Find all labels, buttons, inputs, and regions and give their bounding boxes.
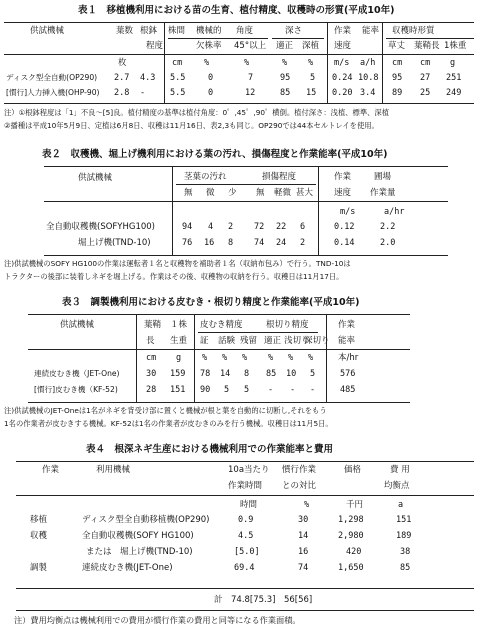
table-cell: 420 [346,547,362,557]
table-cell: 0.12 [334,222,355,232]
table1-divider [164,23,165,103]
table4-row-machine: 全自動収穫機(SOFY HG100) [82,531,194,541]
table-cell: 189 [396,531,412,541]
table2-note: トラクターの後部に装着しネギを堀上げる。作業はその後、収穫物の収納を行う。収穫日は11月17日。 [4,272,344,281]
table1-row-machine: [慣行]人力挿入機(OHP-90) [6,88,100,97]
table-cell: 95 [392,73,403,83]
table3-top-rule [28,314,410,315]
table1-header-height: 草丈 [388,41,406,51]
table3-note: 1名の作業者が皮むきする機械。KF-52は1名の作業者が皮むきのみを行う機械。収穫日は11月5日。 [4,419,333,428]
table-cell: 0.20 [332,88,353,98]
table2-header-machine: 供試機械 [78,173,113,183]
table4-unit-ratio: % [304,500,310,510]
table1-unit: % [282,58,288,68]
table1-unit: % [204,58,210,68]
table-cell: 2.8 [114,88,130,98]
table3-header-p2: 話験 [218,336,236,346]
table-cell: 85 [266,369,277,379]
table3-header-c1: 適正 [264,336,282,346]
table-cell: 14 [220,369,231,379]
table3-header-c3: 深切り [304,336,330,346]
table3-unit: % [202,353,208,363]
table4-row-machine: または 堀上げ機(TND-10) [86,547,193,557]
table1-note: ②播種は平成10年5月9日、定植は6月8日、収穫は11月16日、表2,3も同じ。OP290では44本セルトレイを使用。 [4,121,379,130]
table4-header-rule [16,495,474,496]
table4-header-cost2: 均衡点 [384,481,410,491]
table-cell: 0 [208,73,214,83]
table3-unit: % [288,353,294,363]
table-cell: 4 [208,222,214,232]
table-cell: 1,650 [338,563,364,573]
table1-header-work: 作業 [334,26,352,36]
table1-header-leaves: 葉数 [116,26,134,36]
table-cell: 27 [420,73,431,83]
table-cell: 16 [204,238,215,248]
table-cell: 2 [228,222,234,232]
table1-divider [382,23,383,103]
table4-row-task: 収穫 [30,531,48,541]
table1-header-sheath: 葉鞘長 [414,41,440,51]
table-cell: 251 [446,73,462,83]
table1-header-depth: 深さ [285,26,303,36]
table-cell: 151 [396,515,412,525]
table1-sub-rule [168,38,268,39]
table3-header-p1: 証 [200,336,209,346]
table4-header-price: 価格 [344,465,362,475]
table-cell: 15 [306,88,317,98]
table1-bottom-rule [4,103,474,104]
table-cell: 249 [446,88,462,98]
table3-unit: % [308,353,314,363]
table4-header-time1: 10a当たり [228,465,270,475]
table4-header-cost1: 費 用 [390,465,410,475]
table-cell: 0.24 [332,73,353,83]
table3-unit: cm [146,353,157,363]
table1-header-eff: 能率 [362,26,380,36]
table-cell: 90 [200,385,211,395]
table-cell: 72 [254,222,265,232]
table-cell: 89 [392,88,403,98]
table-cell: 5 [224,385,230,395]
table-cell: 576 [340,369,356,379]
table-cell: [5.0] [234,547,260,557]
table-cell: 3.4 [360,88,376,98]
table-cell: 5.5 [170,73,186,83]
table-cell: - [268,385,274,395]
table1-header-harvest: 収穫時形質 [392,26,435,36]
table-cell: 10 [286,369,297,379]
table-cell: - [140,88,146,98]
table2-bottom-rule [44,255,448,256]
table3-row-machine: [慣行]皮むき機（KF-52) [34,385,118,394]
table4-header-ratio2: との対比 [282,481,317,491]
table-cell: - [310,385,316,395]
table1-header-proper: 適正 [276,41,294,51]
table1-header-root2: 程度 [146,41,164,51]
table1-header-missing: 欠株率 [196,41,222,51]
table1-unit: cm [172,58,183,68]
table3-unit: 本/hr [338,353,359,363]
table1-unit: % [244,58,250,68]
table4-row-task: 移植 [30,515,48,525]
table1-header-rule [4,54,474,55]
table-cell: 6 [300,222,306,232]
table2-sub-rule [176,184,316,185]
table-cell: 30 [298,515,309,525]
table2-divider [172,167,173,255]
table2-header-damage: 損傷程度 [262,172,297,182]
table-cell: 25 [420,88,431,98]
table4-total: 計 74.8[75.3] 56[56] [214,595,313,605]
table2-header-few: 少 [228,188,237,198]
table-cell: 5 [310,369,316,379]
table3-unit: % [268,353,274,363]
table1-unit: a/h [360,58,376,68]
table-cell: 76 [182,238,193,248]
table-cell: 2,980 [338,531,364,541]
table2-row-machine: 全自動収穫機(SOFYHG100) [46,222,156,232]
table1-unit: cm [392,58,403,68]
table1-divider [327,23,328,103]
table1-header-angle45: 45°以上 [234,41,267,51]
table2-header-dheavy: 甚大 [296,188,314,198]
table4-header-task: 作業 [42,465,60,475]
table3-sub-rule [198,332,318,333]
table3-header-work: 作業 [338,320,356,330]
table-cell: 24 [276,238,287,248]
table3-header-cut: 根切り精度 [266,320,309,330]
table1-header-weight: 1株重 [444,41,467,51]
table4-row-machine: ディスク型全自動移植機(OP290) [82,515,210,525]
table-cell: 8 [228,238,234,248]
table-cell: 74 [298,563,309,573]
table4-row-machine: 連続皮むき機(JET-One) [82,563,173,573]
table2-header-speed: 速度 [334,188,352,198]
table2-header-dirt: 茎葉の汚れ [184,172,227,182]
table3-header-p3: 残留 [240,336,258,346]
table2-header-dnone: 無 [256,188,265,198]
table2-header-work: 作業 [334,172,352,182]
table-cell: 78 [200,369,211,379]
table2-header-field: 圃場 [374,172,392,182]
table-cell: 0 [208,88,214,98]
table4-note: 注）費用均衡点は機械利用での費用が慣行作業の費用と同等になる作業面積。 [14,615,301,625]
table3-divider [194,315,195,402]
table1-unit: g [450,58,456,68]
table2-divider [318,167,319,255]
table3-row-machine: 連続皮むき機（JET-One) [34,369,120,378]
table3-header-rule [28,349,410,350]
table4-unit-price: 千円 [346,500,364,510]
table3-header-machine: 供試機械 [60,320,95,330]
table4-unit-time: 時間 [240,500,258,510]
table2-unit-speed: m/s [340,207,356,217]
table-cell: 1,298 [338,515,364,525]
table-cell: 74 [254,238,265,248]
table-cell: 0.9 [238,515,254,525]
table-cell: 4.3 [140,73,156,83]
table1-unit: % [308,58,314,68]
table-cell: 30 [146,369,157,379]
table1-note: 注）①根鉢程度は「1」不良～[5]良。植付精度の基準は植付角度：0゜,45゜,90゜横倒。植付深さ：浅植、標準、深植 [4,108,390,117]
table3-header-peel: 皮むき精度 [200,320,243,330]
table4-header-machine: 利用機械 [96,465,131,475]
table-cell: 2 [300,238,306,248]
table3-note: 注)供試機械のJET-Oneは1名がネギを背受け部に置くと機械が根と葉を自動的に切断し,それをもう [4,406,327,415]
table-cell: - [290,385,296,395]
table2-unit-work: a/hr [384,207,405,217]
table-cell: 85 [400,563,411,573]
table2-header-rule [44,201,448,202]
table4-header-ratio1: 慣行作業 [282,465,317,475]
table1-header-root1: 根鉢 [140,26,158,36]
table-cell: 5.5 [170,88,186,98]
table-cell: 8 [244,369,250,379]
table-cell: 2.7 [114,73,130,83]
table4-top-rule [16,461,474,462]
table-cell: 7 [248,73,254,83]
table-cell: 151 [170,385,186,395]
table2-header-slight: 微 [206,188,215,198]
table-cell: 28 [146,385,157,395]
table-cell: 2.0 [380,238,396,248]
table4-total-rule [16,588,474,589]
table1-depth-rule [272,38,324,39]
table2-title: 表２ 収穫機、堀上げ機利用における葉の汚れ、損傷程度と作業能率(平成10年) [42,149,388,160]
table1-title: 表１ 移植機利用における苗の生育、植付精度、収穫時の形質(平成10年) [78,5,395,16]
table1-top-rule [4,22,474,23]
table3-header-plant: １株 [170,320,188,330]
table2-top-rule [44,166,448,167]
table1-row-machine: ディスク型全自動(OP290) [6,73,98,82]
table1-header-spacing: 株間 [168,26,186,36]
table4-row-task: 調製 [30,563,48,573]
table3-bottom-rule [28,402,410,403]
table2-header-none: 無 [184,188,193,198]
table3-header-wt: 生重 [170,336,188,346]
table-cell: 4.5 [238,531,254,541]
table4-bottom-rule [16,610,474,611]
table1-header-deep: 深植 [302,41,320,51]
table3-unit: % [242,353,248,363]
table3-header-len: 長 [146,336,155,346]
table-cell: 94 [182,222,193,232]
table-cell: 85 [280,88,291,98]
table-cell: 14 [298,531,309,541]
table4-unit-cost: a [398,500,404,510]
table3-divider [326,315,327,402]
table-cell: 2.2 [380,222,396,232]
table-cell: 38 [400,547,411,557]
table-cell: 159 [170,369,186,379]
table4-header-time2: 作業時間 [228,481,263,491]
table-cell: 485 [340,385,356,395]
table1-header-mech: 機械的 [196,26,222,36]
table1-header-speed: 速度 [334,41,352,51]
table-cell: 16 [298,547,309,557]
table-cell: 5 [244,385,250,395]
table3-header-sheath: 葉鞘 [144,320,162,330]
table3-header-eff: 能率 [338,336,356,346]
table-cell: 69.4 [234,563,255,573]
table3-unit: % [222,353,228,363]
table1-harvest-rule [386,38,474,39]
table-cell: 22 [276,222,287,232]
table3-header-c2: 浅切り [284,336,310,346]
table-cell: 0.14 [334,238,355,248]
table1-header-angle: 角度 [236,26,254,36]
table4-title: 表４ 根深ネギ生産における機械利用での作業能率と費用 [86,444,334,455]
table1-unit: 枚 [118,58,127,68]
table2-row-machine: 堀上げ機(TND-10) [78,238,151,248]
table2-header-dslight: 軽微 [274,188,292,198]
table-cell: 12 [245,88,256,98]
table-cell: 10.8 [358,73,379,83]
table3-unit: g [176,353,182,363]
table2-note: 注)供試機械のSOFY HG100の作業は運転者１名と収穫物を補助者１名（収納布包み）で行う。TND-10は [4,259,351,268]
table-cell: 5 [310,73,316,83]
table1-unit: m/s [334,58,350,68]
table1-header-machine: 供試機械 [30,26,65,36]
table2-header-amount: 作業量 [370,188,396,198]
table3-title: 表３ 調製機利用における皮むき・根切り精度と作業能率(平成10年) [62,297,360,308]
table3-divider [136,315,137,402]
table1-unit: cm [420,58,431,68]
table-cell: 95 [280,73,291,83]
